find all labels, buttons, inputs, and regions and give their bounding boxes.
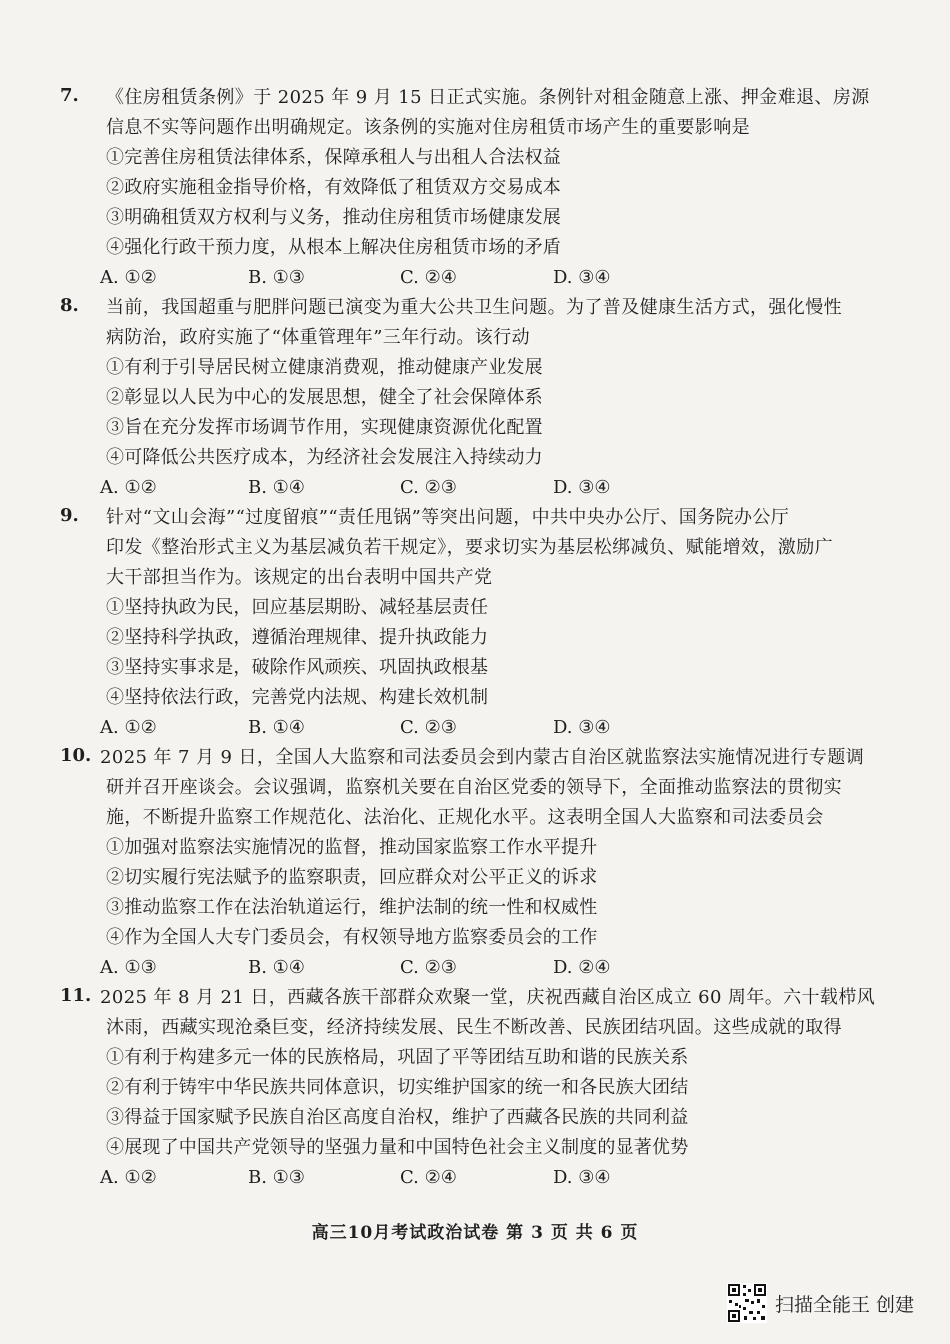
question-stem-line: 沐雨，西藏实现沧桑巨变，经济持续发展、民生不断改善、民族团结巩固。这些成就的取得 (106, 1017, 842, 1038)
option-d: D. ③④ (553, 1167, 611, 1188)
question-stem-line: 信息不实等问题作出明确规定。该条例的实施对住房租赁市场产生的重要影响是 (106, 117, 750, 138)
option-b: B. ①④ (248, 717, 305, 738)
qr-code-icon (727, 1283, 767, 1323)
statement-item: ③推动监察工作在法治轨道运行，维护法制的统一性和权威性 (106, 897, 598, 918)
statement-item: ③明确租赁双方权利与义务，推动住房租赁市场健康发展 (106, 207, 561, 228)
option-a: A. ①② (100, 717, 157, 738)
statement-item: ②政府实施租金指导价格，有效降低了租赁双方交易成本 (106, 177, 561, 198)
statement-item: ②切实履行宪法赋予的监察职责，回应群众对公平正义的诉求 (106, 867, 598, 888)
question-stem-line: 当前，我国超重与肥胖问题已演变为重大公共卫生问题。为了普及健康生活方式，强化慢性 (106, 297, 842, 318)
statement-item: ①有利于引导居民树立健康消费观，推动健康产业发展 (106, 357, 543, 378)
answer-options (100, 263, 870, 293)
statement-item: ③坚持实事求是，破除作风顽疾、巩固执政根基 (106, 657, 489, 678)
watermark-text: 扫描全能王 创建 (774, 1293, 914, 1316)
statement-item: ③旨在充分发挥市场调节作用，实现健康资源优化配置 (106, 417, 543, 438)
question-stem-line: 印发《整治形式主义为基层减负若干规定》，要求切实为基层松绑减负、赋能增效，激励广 (106, 537, 833, 558)
question-9 (60, 503, 870, 743)
statement-item: ④可降低公共医疗成本，为经济社会发展注入持续动力 (106, 447, 543, 468)
option-a: A. ①③ (100, 957, 157, 978)
option-b: B. ①④ (248, 957, 305, 978)
question-number: 9. (60, 505, 79, 526)
option-c: C. ②④ (400, 1167, 457, 1188)
question-10 (60, 743, 870, 983)
option-c: C. ②③ (400, 957, 457, 978)
question-number: 11. (60, 985, 92, 1006)
question-stem-line: 施，不断提升监察工作规范化、法治化、正规化水平。这表明全国人大监察和司法委员会 (106, 807, 824, 828)
question-7 (60, 83, 870, 293)
statement-item: ④展现了中国共产党领导的坚强力量和中国特色社会主义制度的显著优势 (106, 1137, 689, 1158)
question-stem-line: 2025 年 7 月 9 日，全国人大监察和司法委员会到内蒙古自治区就监察法实施情况进行专题调 (100, 747, 865, 768)
option-b: B. ①③ (248, 267, 305, 288)
statement-item: ②坚持科学执政，遵循治理规律、提升执政能力 (106, 627, 489, 648)
question-stem-line: 病防治，政府实施了“体重管理年”三年行动。该行动 (106, 327, 531, 348)
statement-item: ④强化行政干预力度，从根本上解决住房租赁市场的矛盾 (106, 237, 561, 258)
option-c: C. ②③ (400, 477, 457, 498)
option-d: D. ③④ (553, 267, 611, 288)
option-c: C. ②④ (400, 267, 457, 288)
option-d: D. ②④ (553, 957, 611, 978)
statement-item: ①坚持执政为民，回应基层期盼、减轻基层责任 (106, 597, 489, 618)
question-stem-line: 研并召开座谈会。会议强调，监察机关要在自治区党委的领导下，全面推动监察法的贯彻实 (106, 777, 842, 798)
option-c: C. ②③ (400, 717, 457, 738)
answer-options (100, 713, 870, 743)
answer-options (100, 473, 870, 503)
question-stem-line: 针对“文山会海”“过度留痕”“责任甩锅”等突出问题，中共中央办公厅、国务院办公厅 (106, 507, 790, 528)
statement-item: ①有利于构建多元一体的民族格局，巩固了平等团结互助和谐的民族关系 (106, 1047, 689, 1068)
statement-item: ②有利于铸牢中华民族共同体意识，切实维护国家的统一和各民族大团结 (106, 1077, 689, 1098)
statement-item: ④坚持依法行政，完善党内法规、构建长效机制 (106, 687, 489, 708)
question-8 (60, 293, 870, 503)
option-a: A. ①② (100, 1167, 157, 1188)
option-b: B. ①④ (248, 477, 305, 498)
option-b: B. ①③ (248, 1167, 305, 1188)
option-d: D. ③④ (553, 477, 611, 498)
statement-item: ③得益于国家赋予民族自治区高度自治权，维护了西藏各民族的共同利益 (106, 1107, 689, 1128)
question-stem-line: 2025 年 8 月 21 日，西藏各族干部群众欢聚一堂，庆祝西藏自治区成立 60 周年。六十载栉风 (100, 987, 876, 1008)
page-footer: 高三10月考试政治试卷 第 3 页 共 6 页 (311, 1223, 639, 1243)
scanner-watermark (727, 1283, 914, 1323)
option-a: A. ①② (100, 477, 157, 498)
question-number: 7. (60, 85, 79, 106)
statement-item: ②彰显以人民为中心的发展思想，健全了社会保障体系 (106, 387, 543, 408)
option-a: A. ①② (100, 267, 157, 288)
answer-options (100, 953, 870, 983)
question-stem-line: 《住房租赁条例》于 2025 年 9 月 15 日正式实施。条例针对租金随意上涨、押金难退、房源 (106, 87, 870, 108)
question-number: 8. (60, 295, 79, 316)
question-11 (60, 983, 876, 1193)
question-stem-line: 大干部担当作为。该规定的出台表明中国共产党 (106, 567, 493, 588)
statement-item: ①完善住房租赁法律体系，保障承租人与出租人合法权益 (106, 147, 561, 168)
answer-options (100, 1163, 870, 1193)
question-number: 10. (60, 745, 92, 766)
option-d: D. ③④ (553, 717, 611, 738)
statement-item: ④作为全国人大专门委员会，有权领导地方监察委员会的工作 (106, 927, 598, 948)
statement-item: ①加强对监察法实施情况的监督，推动国家监察工作水平提升 (106, 837, 598, 858)
